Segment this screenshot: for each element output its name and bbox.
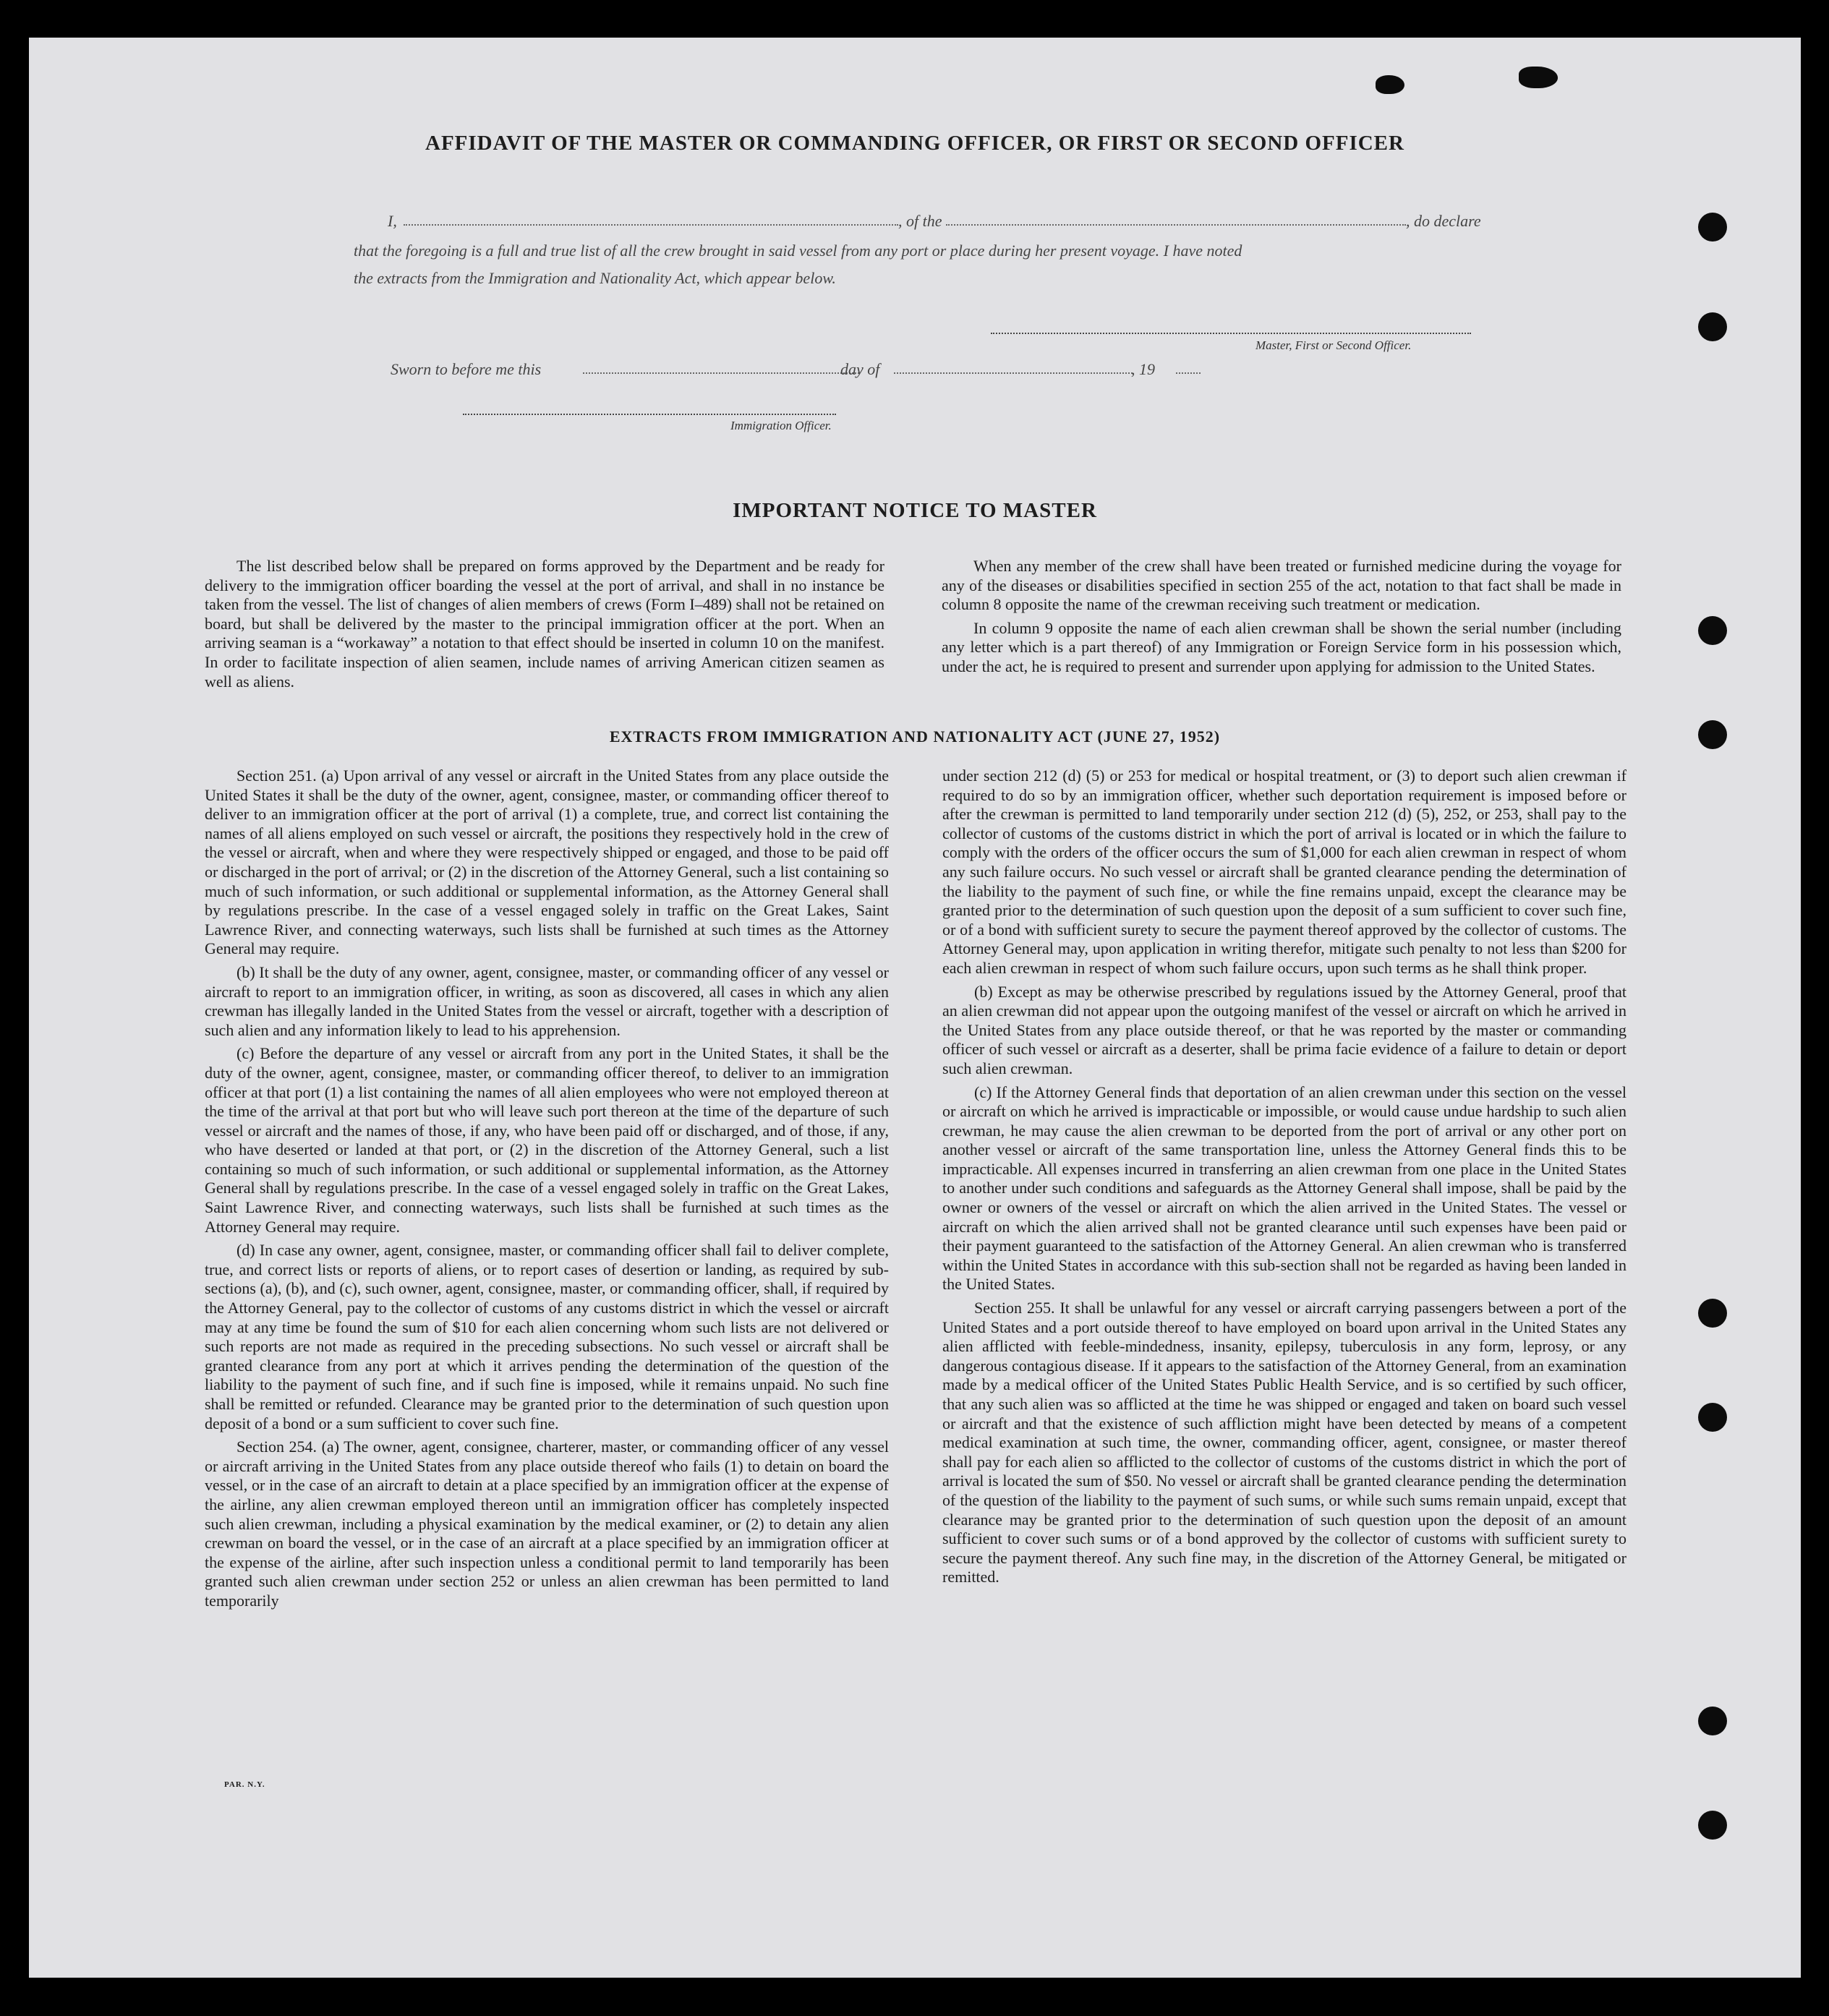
- notice-left-column: [205, 557, 884, 696]
- declarant-label: I,: [388, 212, 397, 230]
- extract-paragraph: (d) In case any owner, agent, consignee, master, or commanding officer shall fail to deliver complete, true, and correct lists or reports of aliens, or to report cases of desertion or landing, as required by sub-sections (a), (b), and (c), such owner, agent, consignee, master, or commanding officer, shall, if required by the Attorney General, pay to the collector of customs of any customs district in which the vessel or aircraft may at any time be found the sum of $10 for each alien concerning whom such lists are not delivered or such reports are not made as required in the preceding subsections. No such vessel or aircraft shall be granted clearance from any port at which it arrives pending the determination of the question of the liability to the payment of such fine, and if such fine is imposed, while it remains unpaid. No such fine shall be remitted or refunded. Clearance may be granted prior to the determination of such question upon deposit of a bond or a sum sufficient to cover such fine.: [205, 1241, 889, 1432]
- affidavit-text-line2: the extracts from the Immigration and Nationality Act, which appear below.: [354, 269, 836, 287]
- sworn-year-field[interactable]: [1176, 372, 1201, 374]
- notice-paragraph: In column 9 opposite the name of each alien crewman shall be shown the serial number (including any letter which is a part thereof) of any Immigration or Foreign Service form in his possession which, under the act, he is required to present and surrender upon applying for admission to the United States.: [942, 618, 1621, 675]
- declarant-name-field[interactable]: [404, 224, 898, 226]
- officer-signature-label: Immigration Officer.: [730, 419, 832, 432]
- printer-mark: PAR. N.Y.: [224, 1780, 265, 1789]
- punch-hole: [1698, 1299, 1727, 1328]
- vessel-name-field[interactable]: [946, 224, 1406, 226]
- punch-hole: [1698, 1403, 1727, 1432]
- extract-paragraph: (b) It shall be the duty of any owner, agent, consignee, master, or commanding officer of any vessel or aircraft to report to an immigration officer, in writing, as soon as discovered, all cases in which any alien crewman has illegally landed in the United States from the vessel or aircraft, together with a description of such alien and any information likely to lead to his apprehension.: [205, 962, 889, 1039]
- notice-title: IMPORTANT NOTICE TO MASTER: [733, 499, 1097, 522]
- extract-paragraph: (c) If the Attorney General finds that deportation of an alien crewman under this section on the vessel or aircraft on which he arrived is impracticable or impossible, or would cause undue hardship to such alien crewman, he may cause the alien crewman to be deported from the port of arrival or any other port on another vessel or aircraft of the same transportation line, unless the Attorney General finds this to be impracticable. All expenses incurred in transferring an alien crewman from one place in the United States to another under such conditions and safeguards as the Attorney General shall impose, shall be paid by the owner or owners of the vessel or aircraft on which the alien arrived in the United States. The vessel or aircraft on which the alien arrived shall not be granted clearance until such expenses have been paid or their payment guaranteed to the satisfaction of the Attorney General. An alien crewman who is transferred within the United States in accordance with this sub-section shall not be regarded as having been landed in the United States.: [942, 1082, 1627, 1294]
- notice-right-column: [942, 557, 1621, 681]
- notice-paragraph: The list described below shall be prepared on forms approved by the Department and be ready for delivery to the immigration officer boarding the vessel at the port of arrival, and shall in no instance be taken from the vessel. The list of changes of alien members of crews (Form I–489) shall not be retained on board, but shall be delivered by the master to the principal immigration officer at the port. When an arriving seaman is a “workaway” a notation to that effect should be inserted in column 10 on the manifest. In order to facilitate inspection of alien seamen, include names of arriving American citizen seamen as well as aliens.: [205, 557, 884, 691]
- extracts-title: EXTRACTS FROM IMMIGRATION AND NATIONALITY ACT (JUNE 27, 1952): [609, 727, 1221, 746]
- declare-label: , do declare: [1406, 212, 1481, 230]
- master-signature-line[interactable]: [991, 333, 1471, 334]
- ink-blot: [1519, 67, 1558, 88]
- master-signature-label: Master, First or Second Officer.: [1255, 338, 1412, 352]
- vessel-label: , of the: [898, 212, 942, 230]
- document-page: [29, 38, 1801, 1978]
- punch-hole: [1698, 1707, 1727, 1735]
- notice-paragraph: When any member of the crew shall have been treated or furnished medicine during the voyage for any of the diseases or disabilities specified in section 255 of the act, notation to that fact shall be made in column 8 opposite the name of the crewman receiving such treatment or medication.: [942, 557, 1621, 614]
- affidavit-title: AFFIDAVIT OF THE MASTER OR COMMANDING OFFICER, OR FIRST OR SECOND OFFICER: [425, 132, 1404, 155]
- extract-paragraph: (b) Except as may be otherwise prescribed by regulations issued by the Attorney General, proof that an alien crewman did not appear upon the outgoing manifest of the vessel or aircraft on which he arrived in the United States from any place outside thereof, or that he was reported by the master or commanding officer of such vessel or aircraft as a deserter, shall be prima facie evidence of a failure to detain or deport such alien crewman.: [942, 982, 1627, 1077]
- extract-paragraph: under section 212 (d) (5) or 253 for medical or hospital treatment, or (3) to deport such alien crewman if required to do so by an immigration officer, whether such deportation requirement is imposed before or after the crewman is permitted to land temporarily under section 212 (d) (5), 252, or 253, shall pay to the collector of customs of the customs district in which the port of arrival is located or in which the failure to comply with the orders of the officer occurs the sum of $1,000 for each alien crewman in respect of whom any such failure occurs. No such vessel or aircraft shall be granted clearance pending the determination of the liability to the payment of such fine, or while the fine remains unpaid, except the clearance may be granted prior to the determination of such question upon the deposit of a sum sufficient to cover such fine, or of a bond with sufficient surety to secure the payment thereof approved by the collector of customs. The Attorney General may, upon application in writing therefor, mitigate such penalty to not less than $200 for each alien crewman in respect of whom such failure occurs, upon such terms as he shall think proper.: [942, 766, 1627, 977]
- punch-hole: [1698, 1811, 1727, 1840]
- year-label: , 19: [1131, 360, 1155, 378]
- sworn-month-field[interactable]: [894, 372, 1133, 374]
- extract-paragraph: (c) Before the departure of any vessel or aircraft from any port in the United States, it shall be the duty of the owner, agent, consignee, master, or commanding officer thereof, to deliver to an immigration officer at that port (1) a list containing the names of all alien employees who were not employed thereon at the time of the arrival at that port but who will leave such port thereon at the time of the departure of such vessel or aircraft and the names of those, if any, who have been paid off or discharged, and of those, if any, who have deserted or landed at that port, or (2) in the discretion of the Attorney General, such a list containing so much of such information, or such additional or supplemental information, as the Attorney General shall by regulations prescribe. In the case of a vessel engaged solely in traffic on the Great Lakes, Saint Lawrence River, and connecting waterways, such lists shall be furnished at such times as the Attorney General may require.: [205, 1044, 889, 1236]
- extracts-left-column: [205, 766, 889, 1615]
- sworn-label: Sworn to before me this: [391, 360, 542, 378]
- punch-hole: [1698, 312, 1727, 341]
- extracts-right-column: [942, 766, 1627, 1592]
- ink-blot: [1376, 75, 1404, 94]
- officer-signature-line[interactable]: [463, 414, 836, 415]
- punch-hole: [1698, 213, 1727, 242]
- extract-paragraph: Section 251. (a) Upon arrival of any vessel or aircraft in the United States from any place outside the United States it shall be the duty of the owner, agent, consignee, master, or commanding officer thereof to deliver to an immigration officer at the port of arrival (1) a complete, true, and correct list containing the names of all aliens employed on such vessel or aircraft, the positions they respectively hold in the crew of the vessel or aircraft, when and where they were respectively shipped or engaged, and those to be paid off or discharged in the port of arrival; or (2) in the discretion of the Attorney General, such a list containing so much of such information, or such additional or supplemental information, as the Attorney General shall by regulations prescribe. In the case of a vessel engaged solely in traffic on the Great Lakes, Saint Lawrence River, and connecting waterways, such lists shall be furnished at such times as the Attorney General may require.: [205, 766, 889, 958]
- day-of-label: day of: [840, 360, 880, 378]
- extract-paragraph: Section 255. It shall be unlawful for any vessel or aircraft carrying passengers between a port of the United States and a port outside thereof to have employed on board upon arrival in the United States any alien afflicted with feeble-mindedness, insanity, epilepsy, tuberculosis in any form, leprosy, or any dangerous contagious disease. If it appears to the satisfaction of the Attorney General, from an examination made by a medical officer of the United States Public Health Service, and is so certified by such officer, that any such alien was so afflicted at the time he was shipped or engaged and taken on board such vessel or aircraft and that the existence of such affliction might have been detected by means of a competent medical examination at such time, the owner, commanding officer, agent, consignee, or master thereof shall pay for each alien so afflicted to the collector of customs of the customs district in which the port of arrival is located the sum of $50. No vessel or aircraft shall be granted clearance pending the determination of the question of the liability to the payment of such sums, or while such sums remain unpaid, except that clearance may be granted prior to the determination of such question upon the deposit of an amount sufficient to cover such sums or of a bond approved by the collector of customs with sufficient surety to secure the payment thereof. Any such fine may, in the discretion of the Attorney General, be mitigated or remitted.: [942, 1299, 1627, 1586]
- affidavit-text-line1: that the foregoing is a full and true list of all the crew brought in said vessel from any port or place during her present voyage. I have noted: [354, 242, 1242, 260]
- punch-hole: [1698, 616, 1727, 645]
- sworn-day-field[interactable]: [583, 372, 859, 374]
- extract-paragraph: Section 254. (a) The owner, agent, consignee, charterer, master, or commanding officer of any vessel or aircraft arriving in the United States from any place outside thereof who fails (1) to detain on board the vessel, or in the case of an aircraft to detain at a place specified by an immigration officer at the expense of the airline, any alien crewman employed thereon until an immigration officer has completely inspected such alien crewman, including a physical examination by the medical examiner, or (2) to detain any alien crewman on board the vessel, or in the case of an aircraft at a place specified by an immigration officer at the expense of the airline, after such inspection unless a conditional permit to land temporarily has been granted such alien crewman under section 252 or unless an alien crewman has been permitted to land temporarily: [205, 1438, 889, 1610]
